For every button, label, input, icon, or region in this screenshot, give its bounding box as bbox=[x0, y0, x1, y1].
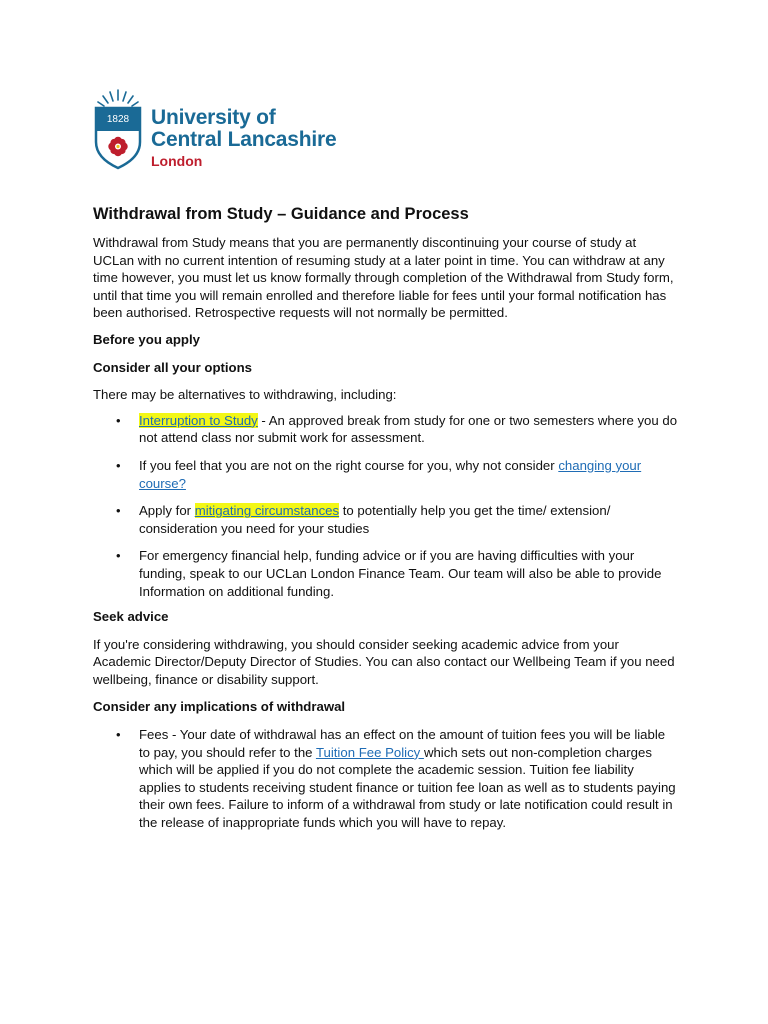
seek-advice-paragraph: If you're considering withdrawing, you should consider seeking academic advice from your Academic Director/Deputy Director of Studies. You can also contact our Wellbeing Team if you need wellbeing, finance or disability support. bbox=[93, 636, 675, 687]
list-item bbox=[139, 547, 678, 600]
list-item-text: Apply for bbox=[139, 503, 195, 519]
university-logo[interactable] bbox=[93, 86, 413, 172]
interruption-to-study-link[interactable]: Interruption to Study bbox=[139, 412, 258, 428]
changing-course-link[interactable]: changing your course? bbox=[139, 457, 642, 491]
document-page bbox=[93, 86, 678, 842]
before-apply-heading: Before you apply bbox=[93, 331, 200, 347]
list-item-text: Fees - Your date of withdrawal has an effect on the amount of tuition fees you will be liable to pay, you should refer to the bbox=[139, 727, 666, 760]
list-item-text: For emergency financial help, funding advice or if you are having difficulties with your funding, speak to our UCLan London Finance Team. Our team will also be able to provide Information on additional funding. bbox=[139, 548, 662, 599]
list-item bbox=[139, 457, 678, 492]
implications-heading: Consider any implications of withdrawal bbox=[93, 699, 346, 715]
university-crest-icon bbox=[93, 86, 143, 172]
list-item-text: - An approved break from study for one or two semesters where you do not attend class nor submit work for assessment. bbox=[139, 412, 678, 446]
list-item bbox=[139, 502, 678, 537]
intro-paragraph: Withdrawal from Study means that you are permanently discontinuing your course of study at UCLan with no current intention of resuming study at a later point in time. You can withdraw at any time however, you must let us know formally through completion of the Withdrawal from Study form, until that time you will remain enrolled and therefore liable for fees until your formal notification has been authorised. Retrospective requests will not normally be permitted. bbox=[93, 235, 674, 321]
page-title: Withdrawal from Study – Guidance and Process bbox=[93, 205, 469, 223]
consider-options-heading: Consider all your options bbox=[93, 359, 252, 375]
implications-list bbox=[93, 726, 678, 832]
mitigating-circumstances-link[interactable]: mitigating circumstances bbox=[194, 503, 340, 519]
logo-line-3: London bbox=[151, 153, 203, 169]
list-item-text: If you feel that you are not on the right course for you, why not consider bbox=[139, 457, 559, 473]
list-item bbox=[139, 412, 678, 447]
list-item-text: which sets out non-completion charges which will be applied if you do not complete the academic session. Tuition fee liability applies to students receiving student finance or tuition fee loan as well as to students paying their own fees. Failure to inform of a withdrawal from study or late notification could result in the release of inappropriate funds which you will have to repay. bbox=[139, 744, 676, 831]
logo-line-1: University of bbox=[151, 106, 276, 129]
seek-advice-heading: Seek advice bbox=[93, 609, 169, 625]
crest-year: 1828 bbox=[106, 114, 130, 125]
options-list bbox=[93, 412, 678, 600]
logo-wordmark bbox=[151, 107, 336, 168]
tuition-fee-policy-link[interactable]: Tuition Fee Policy bbox=[315, 744, 424, 760]
list-item-text: to potentially help you get the time/ extension/ consideration you need for your studies bbox=[139, 503, 611, 536]
logo-line-2: Central Lancashire bbox=[151, 128, 337, 151]
list-item bbox=[139, 726, 678, 832]
alternatives-intro: There may be alternatives to withdrawing, including: bbox=[93, 387, 397, 403]
